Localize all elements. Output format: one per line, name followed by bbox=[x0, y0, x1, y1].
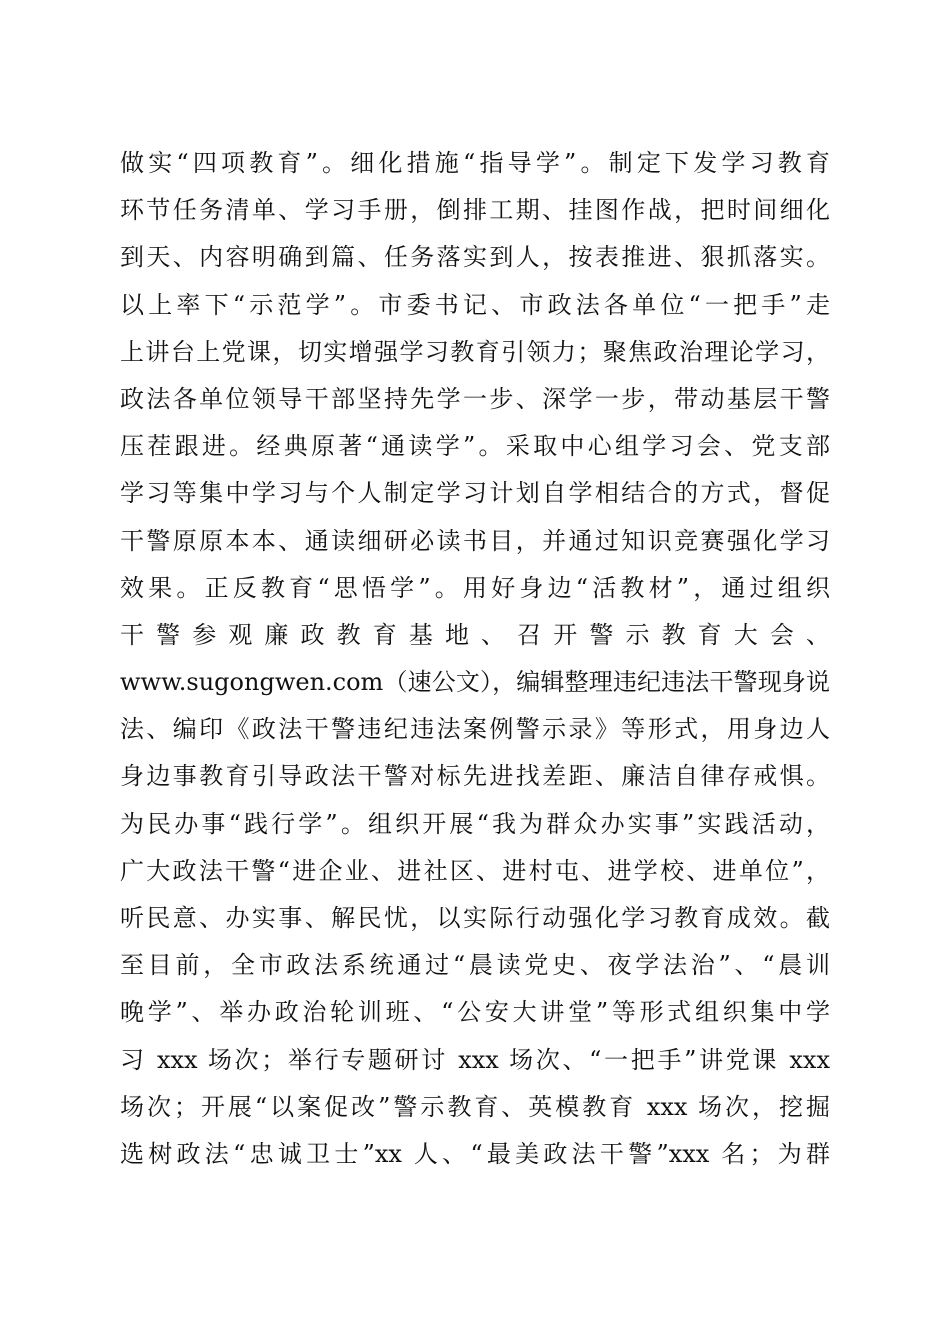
text-line: 至目前，全市政法系统通过“晨读党史、夜学法治”、“晨训 bbox=[120, 951, 830, 980]
text-line: 政法各单位领导干部坚持先学一步、深学一步，带动基层干警 bbox=[120, 384, 830, 413]
text-line: 干警原原本本、通读细研必读书目，并通过知识竞赛强化学习 bbox=[120, 526, 830, 555]
text-line: 听民意、办实事、解民忧，以实际行动强化学习教育成效。截 bbox=[120, 904, 830, 932]
text-line: 环节任务清单、学习手册，倒排工期、挂图作战，把时间细化 bbox=[120, 196, 830, 225]
text-line: www.sugongwen.com（速公文），编辑整理违纪违法干警现身说 bbox=[120, 668, 830, 697]
text-line: 法、编印《政法干警违纪违法案例警示录》等形式，用身边人 bbox=[120, 715, 830, 744]
text-line: 做实“四项教育”。细化措施“指导学”。制定下发学习教育 bbox=[120, 149, 830, 177]
text-line: 选树政法“忠诚卫士”xx 人、“最美政法干警”xxx 名；为群 bbox=[120, 1139, 830, 1168]
text-line: 广大政法干警“进企业、进社区、进村屯、进学校、进单位”， bbox=[120, 856, 830, 885]
text-line: 到天、内容明确到篇、任务落实到人，按表推进、狠抓落实。 bbox=[120, 243, 830, 272]
text-line: 干 警 参 观 廉 政 教 育 基 地 、 召 开 警 示 教 育 大 会 、 bbox=[120, 620, 830, 649]
text-line: 上讲台上党课，切实增强学习教育引领力；聚焦政治理论学习， bbox=[120, 337, 830, 366]
text-line: 身边事教育引导政法干警对标先进找差距、廉洁自律存戒惧。 bbox=[120, 762, 830, 791]
text-line: 习 xxx 场次；举行专题研讨 xxx 场次、“一把手”讲党课 xxx bbox=[120, 1045, 830, 1074]
text-line: 场次；开展“以案促改”警示教育、英模教育 xxx 场次，挖掘 bbox=[120, 1092, 830, 1121]
text-line: 为民办事“践行学”。组织开展“我为群众办实事”实践活动， bbox=[120, 809, 830, 838]
body-paragraph bbox=[120, 140, 830, 1178]
text-line: 晚学”、举办政治轮训班、“公安大讲堂”等形式组织集中学 bbox=[120, 998, 830, 1027]
text-line: 以上率下“示范学”。市委书记、市政法各单位“一把手”走 bbox=[120, 290, 830, 319]
text-line: 效果。正反教育“思悟学”。用好身边“活教材”，通过组织 bbox=[120, 573, 830, 602]
text-line: 压茬跟进。经典原著“通读学”。采取中心组学习会、党支部 bbox=[120, 432, 830, 461]
text-line: 学习等集中学习与个人制定学习计划自学相结合的方式，督促 bbox=[120, 479, 830, 508]
